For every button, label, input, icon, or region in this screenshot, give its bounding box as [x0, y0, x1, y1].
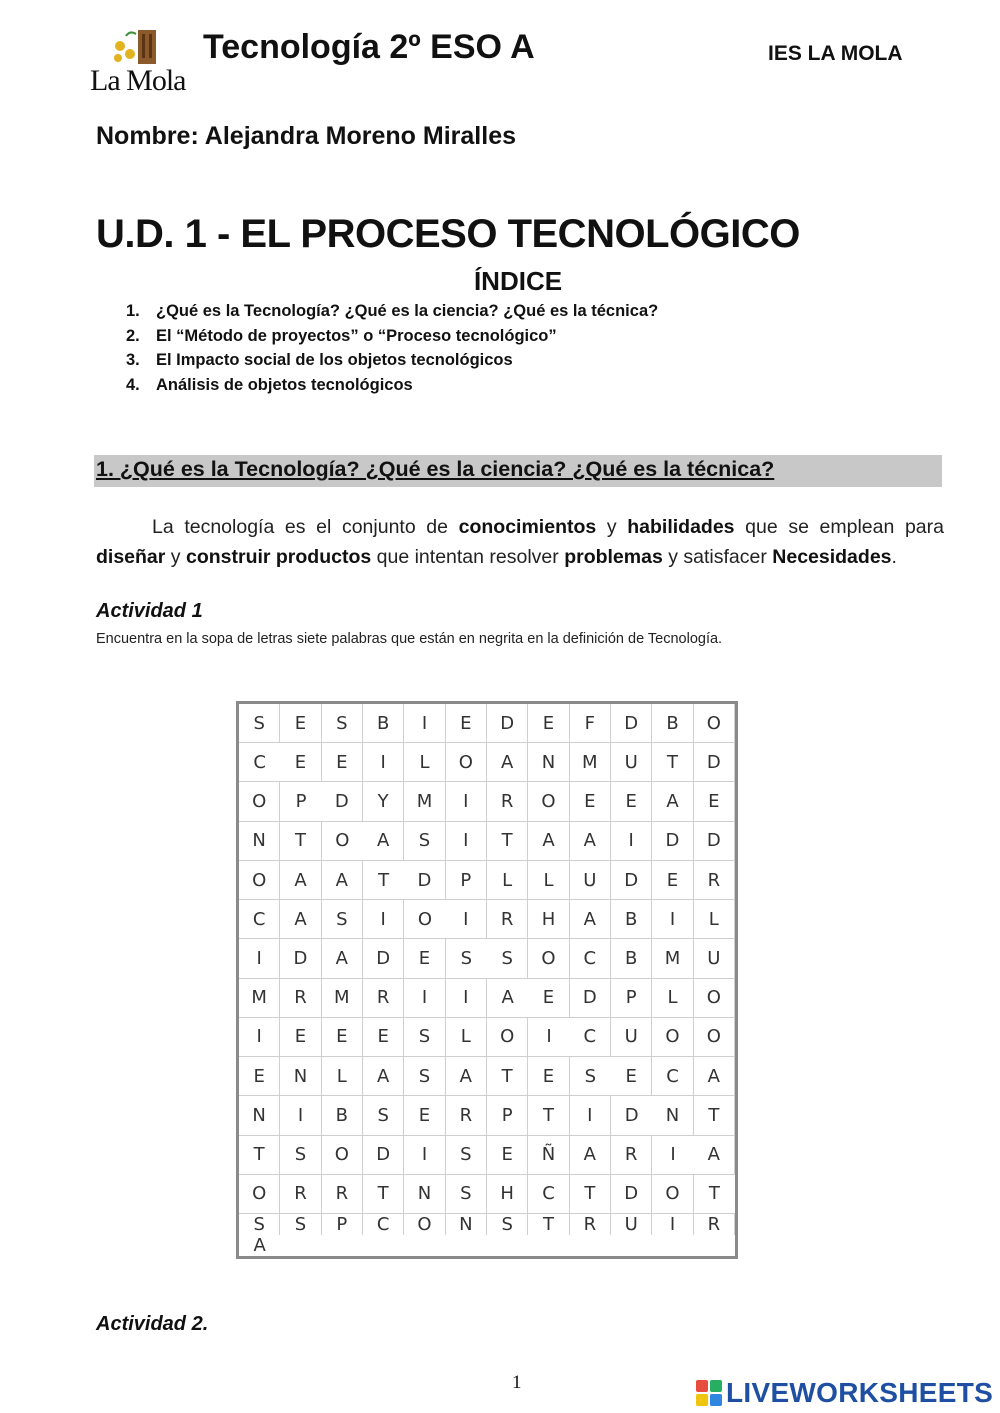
grid-cell[interactable]: C — [652, 1057, 693, 1096]
logo-square — [710, 1394, 722, 1406]
definition-text: que intentan resolver — [371, 546, 565, 568]
index-item-number: 4. — [126, 375, 140, 394]
index-item-number: 3. — [126, 351, 140, 370]
word-search-grid — [236, 701, 738, 1259]
definition-keyword: diseñar — [96, 546, 166, 568]
grid-cell[interactable]: O — [652, 1018, 693, 1057]
grid-cell[interactable]: S — [487, 939, 528, 978]
grid-cell[interactable]: S — [280, 1136, 321, 1175]
grid-cell[interactable]: A — [322, 861, 363, 900]
grid-cell[interactable]: A — [694, 1136, 735, 1175]
grid-cell[interactable]: A — [528, 822, 569, 861]
grid-cell[interactable]: N — [652, 1096, 693, 1135]
grid-cell[interactable]: R — [322, 1175, 363, 1214]
definition-text: La tecnología es el conjunto de — [152, 516, 459, 538]
grid-cell[interactable]: I — [570, 1096, 611, 1135]
index-item-text: El Impacto social de los objetos tecnológicos — [156, 351, 513, 370]
grid-cell[interactable]: T — [694, 1175, 735, 1214]
grid-cell[interactable]: E — [322, 1018, 363, 1057]
grid-cell[interactable]: I — [446, 782, 487, 821]
grid-cell[interactable]: A — [487, 743, 528, 782]
grid-cell[interactable]: T — [487, 1057, 528, 1096]
grid-cell[interactable]: E — [280, 704, 321, 743]
grid-cell[interactable]: O — [322, 1136, 363, 1175]
grid-cell[interactable]: P — [446, 861, 487, 900]
index-item — [126, 324, 658, 349]
grid-cell[interactable]: E — [570, 782, 611, 821]
grid-cell[interactable]: A — [363, 822, 404, 861]
grid-cell[interactable]: I — [528, 1018, 569, 1057]
grid-cell[interactable]: A — [652, 782, 693, 821]
grid-cell[interactable]: R — [280, 1175, 321, 1214]
grid-cell[interactable]: D — [611, 1175, 652, 1214]
grid-cell[interactable]: S — [446, 1175, 487, 1214]
grid-cell[interactable]: C — [528, 1175, 569, 1214]
grid-cell[interactable]: A — [280, 900, 321, 939]
grid-cell[interactable]: A — [322, 939, 363, 978]
grid-cell[interactable]: O — [528, 782, 569, 821]
grid-cell[interactable]: L — [652, 979, 693, 1018]
grid-cell[interactable]: R — [363, 979, 404, 1018]
grid-cell[interactable]: E — [280, 1018, 321, 1057]
grid-cell[interactable]: P — [611, 979, 652, 1018]
grid-cell[interactable]: I — [652, 900, 693, 939]
grid-cell[interactable]: T — [652, 743, 693, 782]
grid-cell[interactable]: U — [611, 1018, 652, 1057]
grid-cell[interactable]: A — [570, 900, 611, 939]
grid-cell[interactable]: S — [239, 704, 280, 743]
definition-keyword: conocimientos — [458, 516, 597, 538]
grid-cell[interactable]: E — [528, 704, 569, 743]
grid-cell[interactable]: B — [363, 704, 404, 743]
grid-cell[interactable]: C — [239, 743, 280, 782]
grid-cell[interactable]: R — [280, 979, 321, 1018]
grid-cell[interactable]: S — [404, 1057, 445, 1096]
grid-cell[interactable]: I — [446, 822, 487, 861]
grid-cell[interactable]: T — [528, 1214, 569, 1235]
grid-cell[interactable]: B — [611, 939, 652, 978]
grid-cell[interactable]: M — [652, 939, 693, 978]
grid-cell[interactable]: U — [694, 939, 735, 978]
grid-cell[interactable]: S — [487, 1214, 528, 1235]
grid-cell[interactable]: D — [280, 939, 321, 978]
grid-cell[interactable]: R — [446, 1096, 487, 1135]
grid-cell[interactable]: I — [652, 1214, 693, 1235]
grid-cell[interactable]: A — [570, 1136, 611, 1175]
grid-cell[interactable]: O — [652, 1175, 693, 1214]
activity-1-instruction: Encuentra en la sopa de letras siete palabras que están en negrita en la definición de Tecnología. — [96, 631, 723, 647]
grid-cell[interactable]: N — [446, 1214, 487, 1235]
grid-cell[interactable]: O — [694, 1018, 735, 1057]
grid-cell[interactable]: O — [239, 782, 280, 821]
grid-cell[interactable]: C — [239, 900, 280, 939]
grid-cell[interactable]: C — [570, 939, 611, 978]
grid-cell[interactable]: N — [239, 822, 280, 861]
logo-square — [710, 1380, 722, 1392]
index-title: ÍNDICE — [473, 266, 563, 296]
index-list — [126, 299, 658, 397]
grid-cell[interactable]: S — [280, 1214, 321, 1235]
grid-cell[interactable]: R — [570, 1214, 611, 1235]
grid-cell[interactable]: O — [694, 704, 735, 743]
grid-cell[interactable]: N — [404, 1175, 445, 1214]
grid-cell[interactable]: R — [611, 1136, 652, 1175]
grid-cell[interactable]: I — [652, 1136, 693, 1175]
grid-cell[interactable]: F — [570, 704, 611, 743]
grid-cell[interactable]: S — [239, 1214, 280, 1235]
grid-cell[interactable]: B — [611, 900, 652, 939]
page-number: 1 — [512, 1372, 522, 1393]
grid-cell[interactable]: I — [363, 743, 404, 782]
grid-cell[interactable]: D — [363, 939, 404, 978]
grid-cell[interactable]: E — [611, 782, 652, 821]
grid-cell[interactable]: P — [487, 1096, 528, 1135]
grid-cell[interactable]: N — [280, 1057, 321, 1096]
index-item-number: 1. — [126, 302, 140, 320]
grid-cell[interactable]: T — [694, 1096, 735, 1135]
definition-keyword: Necesidades — [772, 546, 892, 568]
grid-cell[interactable]: O — [239, 1175, 280, 1214]
grid-cell[interactable]: E — [363, 1018, 404, 1057]
grid-cell[interactable]: S — [363, 1096, 404, 1135]
grid-cell[interactable]: T — [363, 1175, 404, 1214]
grid-cell[interactable]: D — [694, 822, 735, 861]
grid-cell[interactable]: I — [404, 979, 445, 1018]
grid-cell[interactable]: O — [487, 1018, 528, 1057]
grid-cell[interactable]: B — [322, 1096, 363, 1135]
grid-cell[interactable]: I — [446, 900, 487, 939]
grid-cell[interactable]: R — [487, 900, 528, 939]
grid-cell[interactable]: S — [322, 900, 363, 939]
logo-square — [696, 1394, 708, 1406]
grid-cell[interactable]: L — [528, 861, 569, 900]
grid-cell[interactable]: T — [363, 861, 404, 900]
grid-cell[interactable]: A — [280, 861, 321, 900]
logo-text: La Mola — [90, 64, 186, 97]
grid-cell[interactable]: L — [404, 743, 445, 782]
grid-cell[interactable]: M — [570, 743, 611, 782]
grid-cell[interactable]: S — [404, 822, 445, 861]
grid-cell[interactable]: O — [239, 861, 280, 900]
section-heading: 1. ¿Qué es la Tecnología? ¿Qué es la ciencia? ¿Qué es la técnica? — [96, 457, 775, 481]
index-item — [126, 373, 658, 398]
grid-cell[interactable]: R — [694, 1214, 735, 1235]
grid-cell[interactable]: L — [694, 900, 735, 939]
grid-cell[interactable]: E — [322, 743, 363, 782]
grid-cell[interactable]: U — [611, 743, 652, 782]
grid-cell[interactable]: E — [404, 1096, 445, 1135]
grid-cell[interactable]: U — [570, 861, 611, 900]
grid-cell[interactable]: E — [487, 1136, 528, 1175]
index-item-text: El “Método de proyectos” o “Proceso tecnológico” — [156, 326, 557, 345]
definition-text: y — [165, 546, 186, 568]
grid-cell[interactable]: E — [528, 1057, 569, 1096]
grid-cell[interactable]: I — [446, 979, 487, 1018]
grid-cell[interactable]: L — [446, 1018, 487, 1057]
grid-cell[interactable]: P — [322, 1214, 363, 1235]
grid-cell[interactable]: O — [528, 939, 569, 978]
index-item-text: ¿Qué es la Tecnología? ¿Qué es la ciencia? ¿Qué es la técnica? — [156, 302, 659, 320]
grid-cell[interactable]: I — [404, 704, 445, 743]
grid-cell[interactable]: D — [322, 782, 363, 821]
grid-cell[interactable]: E — [239, 1057, 280, 1096]
grid-cell[interactable]: I — [404, 1136, 445, 1175]
grid-cell[interactable]: R — [487, 782, 528, 821]
definition-keyword: habilidades — [627, 516, 735, 538]
definition-text: y satisfacer — [662, 546, 773, 568]
grid-cell[interactable]: B — [652, 704, 693, 743]
student-name: Nombre: Alejandra Moreno Miralles — [96, 122, 516, 150]
grid-cell[interactable]: D — [652, 822, 693, 861]
definition-text: y — [596, 516, 628, 538]
grid-cell[interactable]: H — [528, 900, 569, 939]
grid-cell[interactable]: A — [446, 1057, 487, 1096]
grid-cell[interactable]: M — [322, 979, 363, 1018]
liveworksheets-logo-icon — [696, 1380, 722, 1406]
grid-cell[interactable]: A — [694, 1057, 735, 1096]
unit-title: U.D. 1 - EL PROCESO TECNOLÓGICO — [96, 212, 800, 256]
definition-text: . — [891, 546, 897, 568]
activity-2-title: Actividad 2. — [96, 1313, 209, 1335]
liveworksheets-brand — [696, 1378, 993, 1408]
grid-cell[interactable]: E — [446, 704, 487, 743]
grid-cell[interactable]: O — [404, 900, 445, 939]
grid-cell[interactable]: I — [280, 1096, 321, 1135]
grid-cell[interactable]: C — [570, 1018, 611, 1057]
grid-cell[interactable]: S — [570, 1057, 611, 1096]
grid-cell[interactable]: E — [694, 782, 735, 821]
grid-cell[interactable]: A — [253, 1235, 266, 1256]
grid-cell[interactable]: I — [239, 1018, 280, 1057]
grid-cell[interactable]: E — [280, 743, 321, 782]
grid-cell[interactable]: C — [363, 1214, 404, 1235]
grid-cell[interactable]: E — [652, 861, 693, 900]
grid-cell[interactable]: S — [322, 704, 363, 743]
school-name: IES LA MOLA — [768, 42, 903, 65]
grid-cell[interactable]: S — [404, 1018, 445, 1057]
grid-cell[interactable]: I — [363, 900, 404, 939]
grid-cell[interactable]: R — [694, 861, 735, 900]
definition-keyword: construir productos — [185, 546, 372, 568]
grid-cell[interactable]: N — [239, 1096, 280, 1135]
grid-cell[interactable]: U — [611, 1214, 652, 1235]
grid-cell[interactable]: D — [611, 1096, 652, 1135]
definition-keyword: problemas — [564, 546, 663, 568]
grid-cell[interactable]: P — [280, 782, 321, 821]
grid-cell[interactable]: E — [404, 939, 445, 978]
grid-cell[interactable]: D — [570, 979, 611, 1018]
grid-cell[interactable]: T — [239, 1136, 280, 1175]
grid-cell[interactable]: T — [487, 822, 528, 861]
index-item-number: 2. — [126, 326, 140, 345]
grid-cell[interactable]: A — [487, 979, 528, 1018]
technology-definition — [96, 512, 944, 572]
grid-cell[interactable]: T — [280, 822, 321, 861]
grid-cell[interactable]: I — [239, 939, 280, 978]
grid-cell[interactable]: I — [611, 822, 652, 861]
grid-cell[interactable]: M — [404, 782, 445, 821]
grid-cell[interactable]: M — [239, 979, 280, 1018]
grid-cell[interactable]: D — [611, 704, 652, 743]
activity-1-title: Actividad 1 — [96, 600, 203, 622]
grid-cell[interactable]: N — [528, 743, 569, 782]
definition-text: que se emplean para — [734, 516, 944, 538]
grid-cell[interactable]: O — [322, 822, 363, 861]
index-item-text: Análisis de objetos tecnológicos — [156, 375, 413, 394]
grid-cell[interactable]: O — [446, 743, 487, 782]
grid-cell[interactable]: A — [570, 822, 611, 861]
index-item — [126, 348, 658, 373]
grid-cell[interactable]: Ñ — [528, 1136, 569, 1175]
grid-cell[interactable]: O — [404, 1214, 445, 1235]
grid-cell[interactable]: A — [363, 1057, 404, 1096]
grid-cell[interactable]: O — [694, 979, 735, 1018]
school-logo — [90, 26, 186, 98]
grid-cell[interactable]: L — [322, 1057, 363, 1096]
grid-cell[interactable]: T — [528, 1096, 569, 1135]
grid-cell[interactable]: D — [363, 1136, 404, 1175]
course-title: Tecnología 2º ESO A — [203, 28, 535, 66]
index-item — [126, 299, 658, 324]
grid-cell[interactable]: H — [487, 1175, 528, 1214]
grid-cell[interactable]: E — [611, 1057, 652, 1096]
grid-cell[interactable]: D — [694, 743, 735, 782]
grid-cell[interactable]: E — [528, 979, 569, 1018]
grid-cell[interactable]: S — [446, 1136, 487, 1175]
grid-cell[interactable]: L — [487, 861, 528, 900]
grid-cell[interactable]: D — [487, 704, 528, 743]
liveworksheets-wordmark: LIVEWORKSHEETS — [726, 1377, 994, 1408]
grid-cell[interactable]: T — [570, 1175, 611, 1214]
grid-cell[interactable]: D — [404, 861, 445, 900]
grid-cell[interactable]: S — [446, 939, 487, 978]
grid-cell[interactable]: D — [611, 861, 652, 900]
logo-square — [696, 1380, 708, 1392]
grid-cell[interactable]: Y — [363, 782, 404, 821]
